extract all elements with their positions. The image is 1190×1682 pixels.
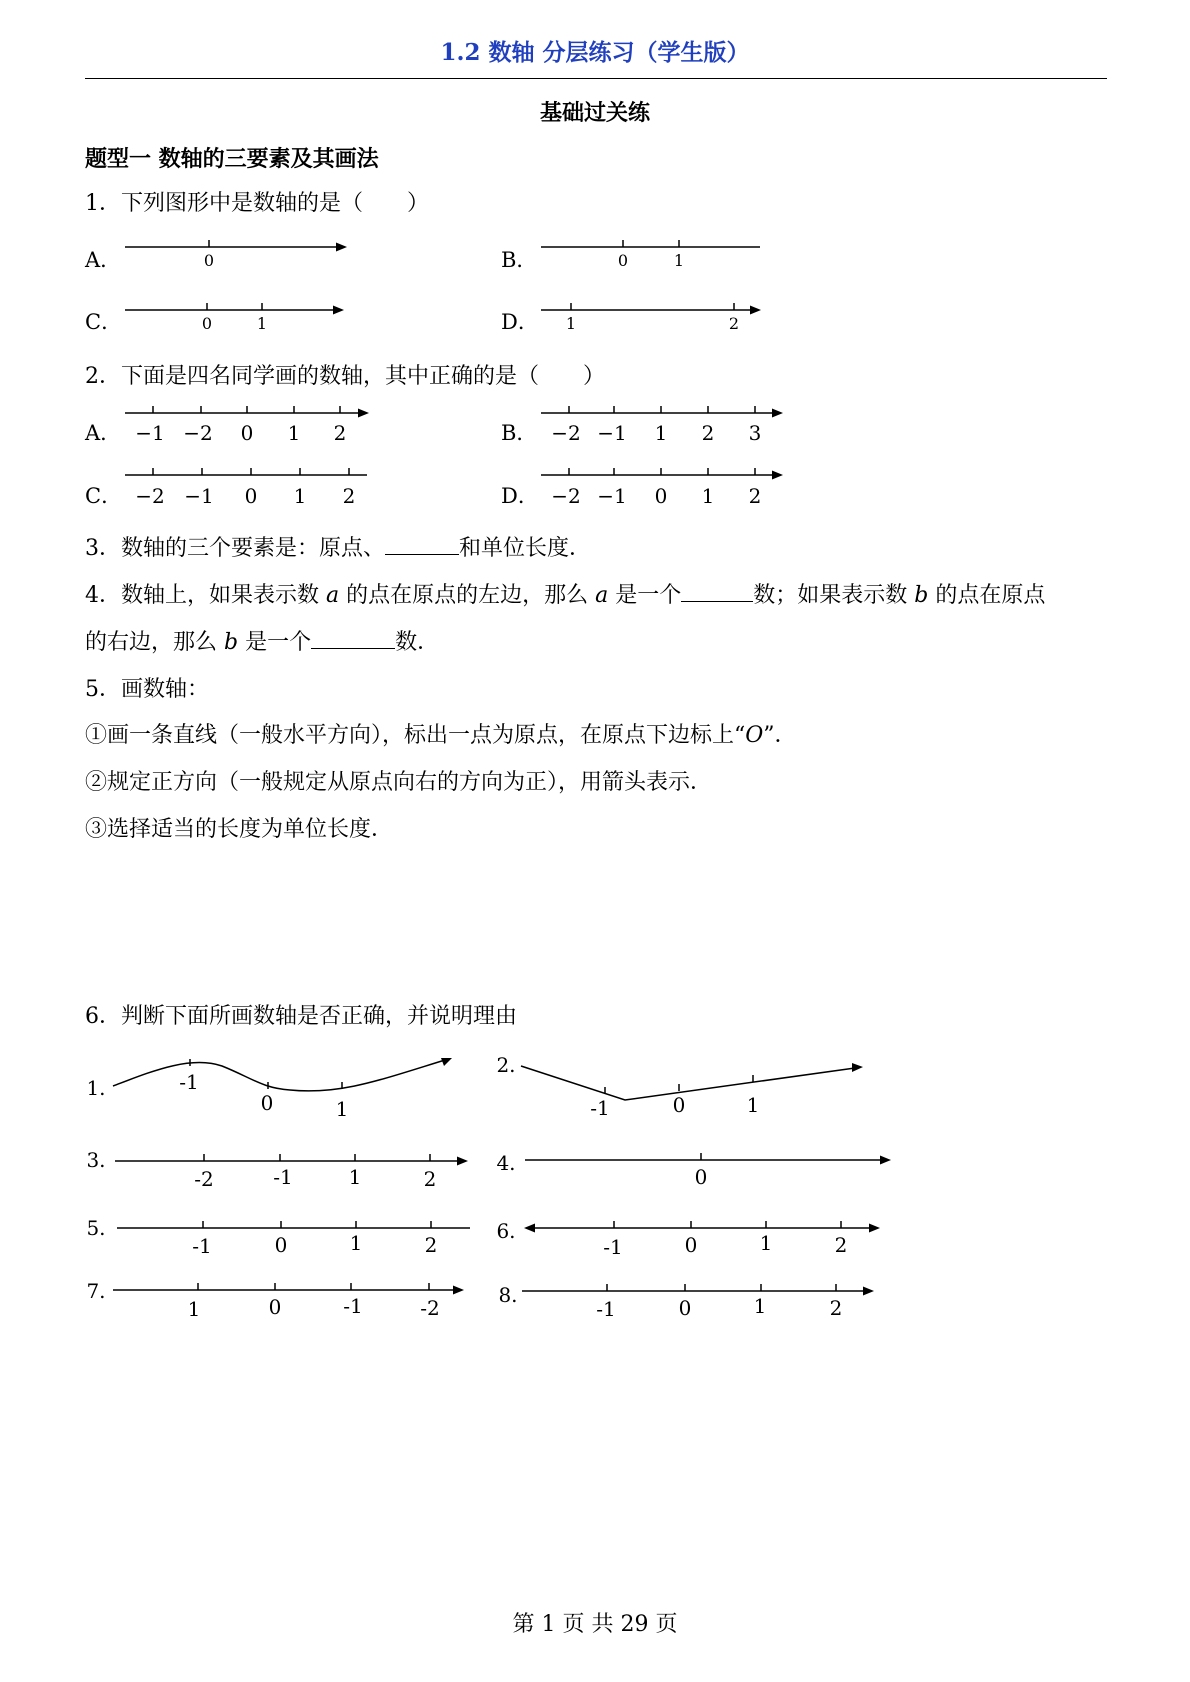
tick-label: 1 [746, 1093, 760, 1117]
tick-label: 1 [701, 484, 715, 508]
question-5-step-3: ③选择适当的长度为单位长度． [85, 817, 394, 842]
tick-label: -2 [194, 1167, 214, 1191]
question-5-step-1: ①画一条直线（一般水平方向），标出一点为原点，在原点下边标上“O”． [85, 723, 797, 748]
tick-label: 1 [287, 421, 301, 445]
q1-option-a-label: A． [85, 248, 122, 272]
q1-option-b-label: B． [501, 248, 538, 272]
tick-label: 2 [333, 421, 347, 445]
tick-label: 2 [829, 1296, 843, 1320]
tick-label: 2 [728, 314, 740, 333]
q2-option-b-label: B． [501, 421, 538, 445]
tick-label: 1 [753, 1294, 767, 1318]
tick-label: 2 [701, 421, 715, 445]
question-6-stem: 6．判断下面所画数轴是否正确，并说明理由 [85, 1004, 517, 1029]
tick-label: 1 [673, 251, 685, 270]
document-title: 1.2 数轴 分层练习（学生版） [440, 39, 750, 66]
tick-label: 0 [678, 1296, 692, 1320]
q6-item-8-label: 8. [498, 1283, 518, 1307]
tick-label: -1 [590, 1096, 610, 1120]
tick-label: 1 [654, 421, 668, 445]
q6-item-7-label: 7. [86, 1279, 106, 1303]
tick-label: 0 [274, 1233, 288, 1257]
tick-label: 1 [348, 1165, 362, 1189]
tick-label: 0 [617, 251, 629, 270]
tick-label: 0 [684, 1233, 698, 1257]
tick-label: 0 [203, 251, 215, 270]
tick-label: -1 [273, 1165, 293, 1189]
tick-label: 3 [748, 421, 762, 445]
question-3: 3．数轴的三个要素是：原点、 和单位长度． [85, 531, 591, 562]
q6-item-3-label: 3. [86, 1148, 106, 1172]
tick-label: 1 [335, 1097, 349, 1121]
q2-option-a-label: A． [85, 421, 122, 445]
q6-item-2-label: 2. [496, 1053, 516, 1077]
tick-label: 2 [342, 484, 356, 508]
tick-label: 1 [256, 314, 268, 333]
tick-label: -1 [603, 1235, 623, 1259]
q6-item-6-label: 6. [496, 1219, 516, 1243]
q1-option-d-label: D． [501, 310, 539, 334]
q1-option-c-label: C． [85, 310, 123, 334]
question-2-stem: 2．下面是四名同学画的数轴，其中正确的是（ ） [85, 364, 605, 389]
q6-item-1-label: 1. [86, 1076, 106, 1100]
tick-label: −1 [597, 421, 627, 445]
question-5-stem: 5．画数轴： [85, 677, 209, 702]
question-5-step-2: ②规定正方向（一般规定从原点向右的方向为正），用箭头表示． [85, 770, 713, 795]
tick-label: 2 [424, 1233, 438, 1257]
tick-label: -2 [420, 1296, 440, 1320]
tick-label: 0 [260, 1091, 274, 1115]
type-heading: 题型一 数轴的三要素及其画法 [85, 146, 379, 172]
tick-label: −1 [184, 484, 214, 508]
tick-label: 1 [565, 314, 577, 333]
tick-label: −2 [551, 484, 581, 508]
tick-label: −2 [183, 421, 213, 445]
tick-label: -1 [596, 1297, 616, 1321]
tick-label: 2 [748, 484, 762, 508]
page-footer: 第 1 页 共 29 页 [512, 1612, 678, 1637]
tick-label: 0 [201, 314, 213, 333]
question-4-line-1: 4．数轴上，如果表示数 a 的点在原点的左边，那么 a 是一个 数；如果表示数 b 的点在原点 [85, 578, 1045, 609]
tick-label: 0 [268, 1295, 282, 1319]
tick-label: −1 [135, 421, 165, 445]
tick-label: 0 [694, 1165, 708, 1189]
tick-label: 1 [293, 484, 307, 508]
section-title: 基础过关练 [539, 100, 650, 126]
tick-label: 2 [423, 1167, 437, 1191]
tick-label: 1 [759, 1231, 773, 1255]
q2-option-d-label: D． [501, 484, 539, 508]
question-1-stem: 1．下列图形中是数轴的是（ ） [85, 191, 429, 216]
tick-label: -1 [192, 1234, 212, 1258]
question-4-line-2: 的右边，那么 b 是一个 数． [85, 625, 439, 656]
tick-label: −2 [551, 421, 581, 445]
tick-label: 2 [834, 1233, 848, 1257]
tick-label: −2 [135, 484, 165, 508]
tick-label: -1 [179, 1070, 199, 1094]
q6-item-5-label: 5. [86, 1216, 106, 1240]
tick-label: 1 [187, 1297, 201, 1321]
q2-option-c-label: C． [85, 484, 123, 508]
tick-label: 0 [672, 1093, 686, 1117]
tick-label: -1 [343, 1294, 363, 1318]
q6-item-4-label: 4. [496, 1151, 516, 1175]
tick-label: 1 [349, 1231, 363, 1255]
tick-label: −1 [597, 484, 627, 508]
tick-label: 0 [244, 484, 258, 508]
tick-label: 0 [240, 421, 254, 445]
tick-label: 0 [654, 484, 668, 508]
